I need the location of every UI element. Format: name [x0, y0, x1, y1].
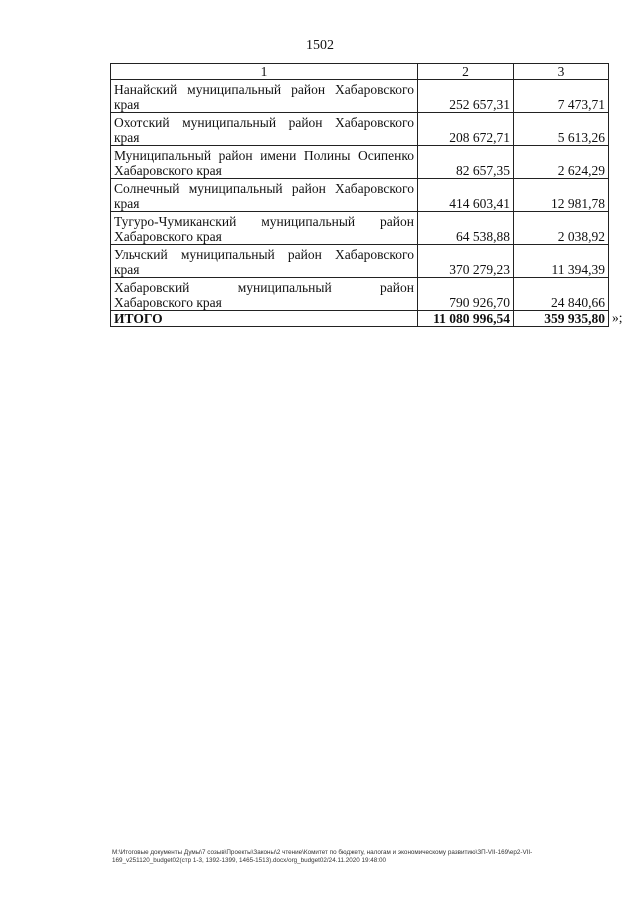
- district-name-cell: Муниципальный район имени Полины Осипенко Хабаровского края: [111, 146, 418, 179]
- district-name-cell: Хабаровский муниципальный район Хабаровского края: [111, 278, 418, 311]
- value-cell-col2: 790 926,70: [418, 278, 514, 311]
- district-name-cell: Солнечный муниципальный район Хабаровского края: [111, 179, 418, 212]
- table-row: [111, 245, 609, 278]
- table-row: [111, 146, 609, 179]
- value-cell-col2: 414 603,41: [418, 179, 514, 212]
- value-cell-col2: 370 279,23: [418, 245, 514, 278]
- closing-quote-mark: »;: [612, 310, 623, 325]
- table-header-row: [111, 64, 609, 80]
- value-cell-col3: 7 473,71: [514, 80, 609, 113]
- value-cell-col3: 24 840,66: [514, 278, 609, 311]
- table-row: [111, 113, 609, 146]
- value-cell-col2: 82 657,35: [418, 146, 514, 179]
- budget-table: [110, 63, 609, 327]
- value-cell-col2: 252 657,31: [418, 80, 514, 113]
- value-cell-col3: 5 613,26: [514, 113, 609, 146]
- value-cell-col2: 208 672,71: [418, 113, 514, 146]
- header-cell-2: 2: [418, 64, 514, 80]
- total-row: [111, 311, 609, 327]
- district-name-cell: Тугуро-Чумиканский муниципальный район Хабаровского края: [111, 212, 418, 245]
- total-col3: 359 935,80: [514, 311, 609, 327]
- value-cell-col2: 64 538,88: [418, 212, 514, 245]
- value-cell-col3: 11 394,39: [514, 245, 609, 278]
- header-cell-1: 1: [111, 64, 418, 80]
- page-number: 1502: [306, 38, 334, 53]
- district-name-cell: Охотский муниципальный район Хабаровского края: [111, 113, 418, 146]
- value-cell-col3: 12 981,78: [514, 179, 609, 212]
- value-cell-col3: 2 624,29: [514, 146, 609, 179]
- header-cell-3: 3: [514, 64, 609, 80]
- total-label: ИТОГО: [111, 311, 418, 327]
- value-cell-col3: 2 038,92: [514, 212, 609, 245]
- document-file-path: M:\Итоговые документы Думы\7 созыв\Проекты\Законы\2 чтение\Комитет по бюджету, налогам и экономическому развитию\ЗП-VII-169\ер2-VII-169_v251120_budget02(стр 1-3, 1392-1399, 1465-1513).docx/org_budget02/24.11.2020 19:48:00: [112, 849, 533, 864]
- table-row: [111, 80, 609, 113]
- table-row: [111, 179, 609, 212]
- table-row: [111, 212, 609, 245]
- table-row: [111, 278, 609, 311]
- district-name-cell: Ульчский муниципальный район Хабаровского края: [111, 245, 418, 278]
- total-col2: 11 080 996,54: [418, 311, 514, 327]
- district-name-cell: Нанайский муниципальный район Хабаровского края: [111, 80, 418, 113]
